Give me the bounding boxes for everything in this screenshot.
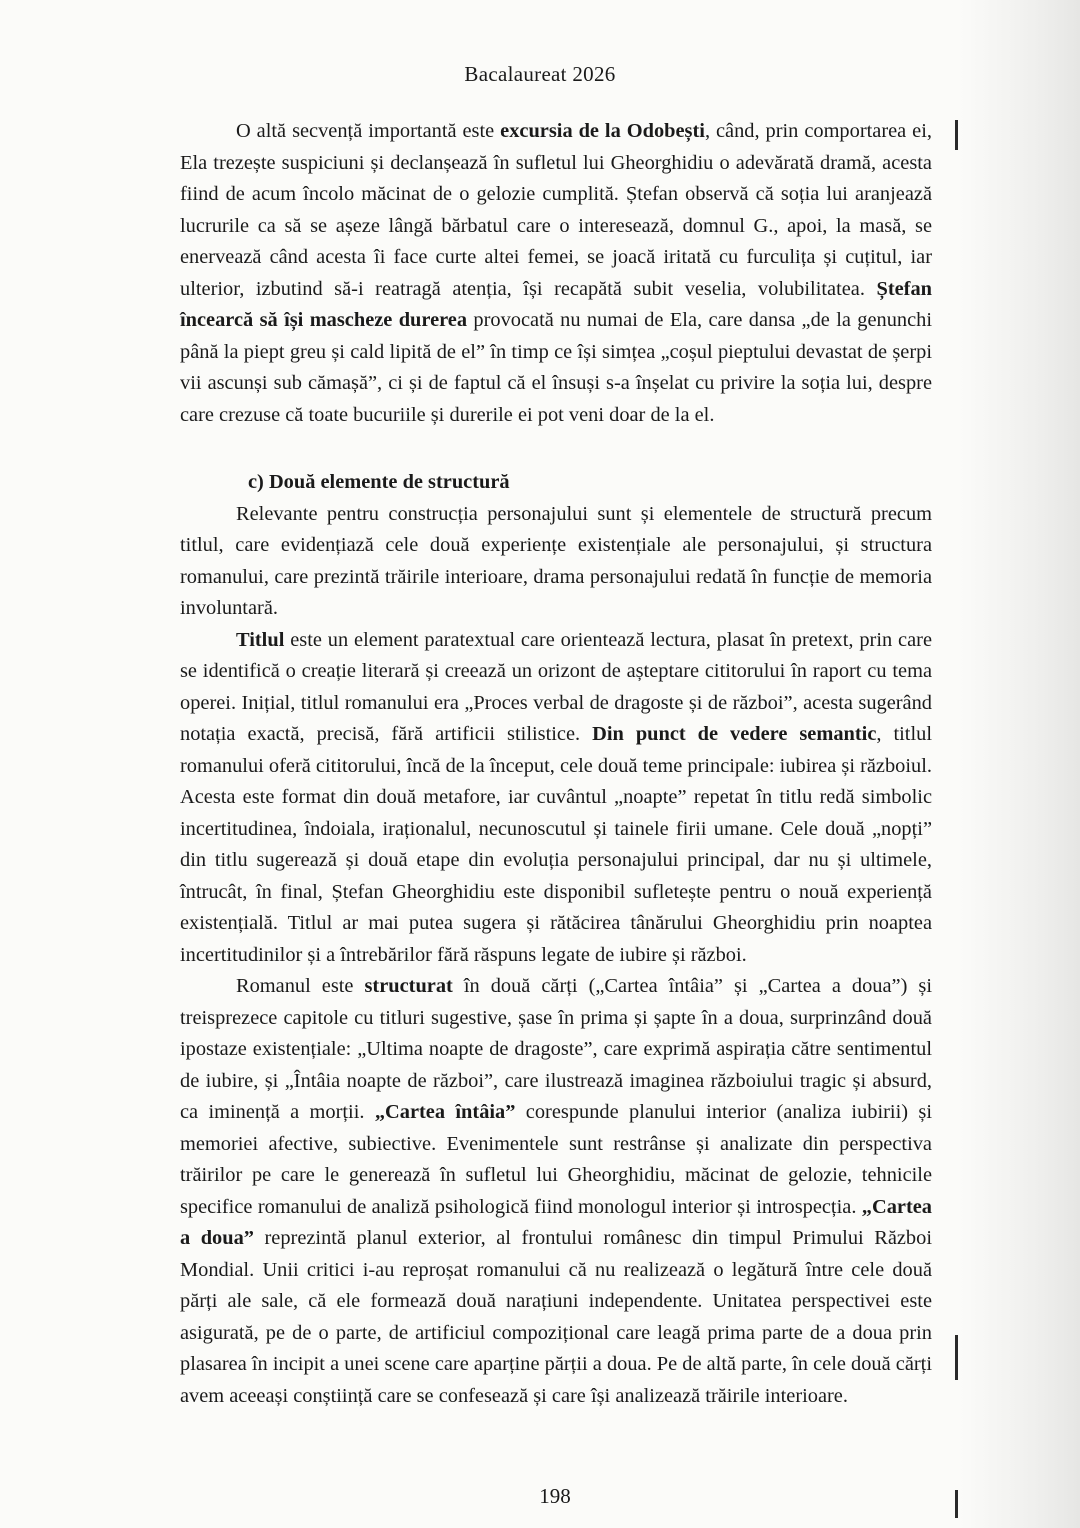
bold-run: „Cartea întâia” bbox=[374, 1101, 516, 1123]
text-run: în două cărți („Cartea întâia” și „Cartea a doua”) și treisprezece capitole cu titluri sugestive, șase în prima și șapte în a doua, surprinzând două ipostaze existențiale: „Ultima noapte de dragoste”, care exprimă aspirația către sentimentul de iubire, și „Întâia noapte de război”, care ilustrează imaginea războiului tragic și absurd, ca iminență a morții. bbox=[180, 975, 932, 1123]
bold-run: Titlul bbox=[236, 628, 285, 651]
paragraph-odobesti bbox=[180, 116, 932, 431]
paragraph-structure bbox=[180, 971, 932, 1412]
text-run: provocată nu numai de Ela, care dansa „de la genunchi până la piept greu și cald lipită de el” în timp ce își simțea „coșul pieptului devastat de șerpi vii ascunși sub cămașă”, ci și de faptul că el însuși s-a înșelat cu privire la soția lui, despre care crezuse că toate bucuriile și durerile ei pot veni doar de la el. bbox=[180, 309, 933, 426]
bold-run: excursia de la Odobești bbox=[500, 120, 705, 142]
bold-run: „Cartea a doua” bbox=[180, 1195, 932, 1249]
paragraph-structure-intro: Relevante pentru construcția personajului sunt și elementele de structură precum titlul, care evidențiază cele două experiențe existențiale ale personajului, și structura romanului, care prezintă trăirile interioare, drama personajului redată în funcție de memoria involuntară. bbox=[180, 502, 932, 619]
bold-run: Ștefan încearcă să își mascheze durerea bbox=[180, 277, 932, 331]
text-run: este un element paratextual care orientează lectura, plasat în pretext, prin care se identifică o creație literară și creează un orizont de așteptare cititorului în raport cu tema operei. Inițial, titlul romanului era „Proces verbal de dragoste și de război”, acesta sugerând notația exactă, precisă, fără artificii stilistice. bbox=[180, 628, 932, 745]
bold-run: structurat bbox=[364, 975, 453, 997]
paragraph-title bbox=[180, 625, 932, 972]
body-text bbox=[180, 116, 932, 1412]
section-heading: c) Două elemente de structură bbox=[248, 471, 510, 493]
bold-run: Din punct de vedere semantic bbox=[592, 723, 877, 745]
text-run: , titlul romanului oferă cititorului, încă de la început, cele două teme principale: iubirea și războiul. Acesta este format din două metafore, iar cuvântul „noapte” repetat în titlu redă simbolic incertitudinea, îndoiala, iraționalul, necunoscutul și tainele firii umane. Cele două „nopți” din titlu sugerează și două etape din evoluția personajului principal, dar nu și ultimele, întrucât, în final, Ștefan Gheorghidiu este disponibil sufletește pentru o nouă experiență existențială. Titlul ar mai putea sugera și rătăcirea tânărului Gheorghidiu prin noaptea incertitudinilor și a întrebărilor fără răspuns legate de iubire și război. bbox=[180, 723, 932, 966]
text-run: , când, prin comportarea ei, Ela trezește suspiciuni și declanșează în sufletul lui Gheorghidiu o adevărată dramă, acesta fiind de acum încolo măcinat de o gelozie cumplită. Ștefan observă că soția lui aranjează lucrurile ca să se așeze lângă bărbatul care o interesează, domnul G., apoi, la masă, se enervează când acesta îi face curte altei femei, se joacă iritată cu furculița și cuțitul, iar ulterior, izbutind să-i reatragă atenția, își recapătă subit veselia, volubilitatea. bbox=[180, 120, 932, 300]
text-run: Romanul este bbox=[236, 975, 365, 997]
page-edge-mark bbox=[955, 120, 958, 150]
text-run: reprezintă planul exterior, al frontului românesc din timpul Primului Război Mondial. Unii critici i-au reproșat romanului că nu realizează o legătură între cele două părți ale sale, că ele formează două narațiuni independente. Unitatea perspectivei este asigurată, pe de o parte, de artificiul compozițional care leagă prima parte de a doua prin plasarea în incipit a unei scene care aparține părții a doua. Pe de altă parte, în cele două cărți avem aceeași conștiință care se confesează și care își analizează trăirile interioare. bbox=[180, 1227, 932, 1407]
running-header: Bacalaureat 2026 bbox=[464, 62, 616, 86]
text-run: corespunde planului interior (analiza iubirii) și memoriei afective, subiective. Evenimentele sunt restrânse și analizate din perspectiva trăirilor pe care le generează în sufletul lui Gheorghidiu, măcinat de gelozie, tehnicile specifice romanului de analiză psihologică fiind monologul interior și introspecția. bbox=[180, 1101, 932, 1218]
page-number: 198 bbox=[539, 1484, 571, 1508]
page-edge-mark bbox=[955, 1335, 958, 1380]
page-edge-shadow bbox=[960, 0, 1080, 1528]
text-run: O altă secvență importantă este bbox=[236, 120, 501, 142]
